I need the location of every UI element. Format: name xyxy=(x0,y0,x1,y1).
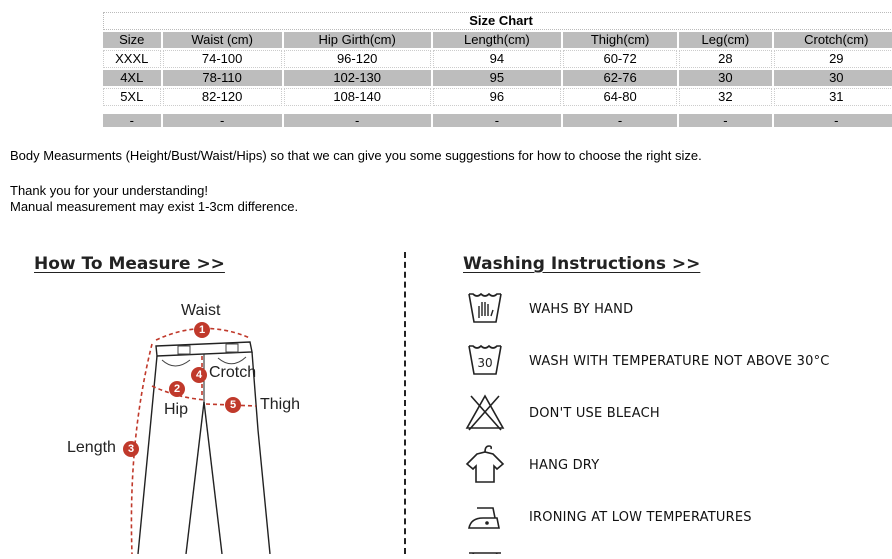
wash-item-hand xyxy=(463,288,883,332)
iron-low-icon xyxy=(463,496,507,536)
washing-instructions-title: Washing Instructions >> xyxy=(463,254,701,274)
table-row xyxy=(103,70,892,86)
difference-note: Manual measurement may exist 1-3cm difference. xyxy=(10,199,299,214)
header-crotch: Crotch(cm) xyxy=(774,32,892,48)
hang-dry-icon xyxy=(463,442,507,486)
table-cell: 28 xyxy=(679,50,771,68)
table-cell: 60-72 xyxy=(563,50,677,68)
hip-label: Hip xyxy=(164,401,189,418)
table-cell: - xyxy=(563,114,677,127)
table-cell: - xyxy=(679,114,771,127)
thigh-label: Thigh xyxy=(260,396,301,413)
wash-item-label: HANG DRY xyxy=(529,458,600,473)
wash-item-hang-dry xyxy=(463,442,883,486)
table-cell: 62-76 xyxy=(563,70,677,86)
table-cell: 32 xyxy=(679,88,771,106)
length-label: Length xyxy=(67,439,116,456)
marker-4: 4 xyxy=(191,367,207,383)
size-chart-header-row xyxy=(103,32,892,48)
no-bleach-icon xyxy=(463,392,507,432)
wash-item-iron xyxy=(463,496,883,540)
table-cell: 29 xyxy=(774,50,892,68)
wash-item-partial xyxy=(463,546,507,554)
table-cell: 30 xyxy=(774,70,892,86)
waist-label: Waist xyxy=(181,302,221,319)
measurements-note: Body Measurments (Height/Bust/Waist/Hips) so that we can give you some suggestions for how to choose the right size. xyxy=(10,148,702,163)
table-cell: 108-140 xyxy=(284,88,431,106)
size-chart-title-row xyxy=(103,12,892,30)
size-chart-table xyxy=(101,10,892,129)
table-cell: 102-130 xyxy=(284,70,431,86)
header-thigh: Thigh(cm) xyxy=(563,32,677,48)
table-cell: 64-80 xyxy=(563,88,677,106)
table-cell: - xyxy=(433,114,561,127)
header-waist: Waist (cm) xyxy=(163,32,282,48)
table-cell: 74-100 xyxy=(163,50,282,68)
wash-item-label: WASH WITH TEMPERATURE NOT ABOVE 30°C xyxy=(529,354,830,369)
table-spacer xyxy=(103,108,892,112)
table-cell: 94 xyxy=(433,50,561,68)
table-cell: 4XL xyxy=(103,70,161,86)
table-cell: 30 xyxy=(679,70,771,86)
table-cell: 96 xyxy=(433,88,561,106)
thanks-note: Thank you for your understanding! xyxy=(10,183,209,198)
wash-item-label: DON'T USE BLEACH xyxy=(529,406,660,421)
marker-1: 1 xyxy=(194,322,210,338)
wash-item-label: WAHS BY HAND xyxy=(529,302,634,317)
table-cell: - xyxy=(103,114,161,127)
header-size: Size xyxy=(103,32,161,48)
marker-3: 3 xyxy=(123,441,139,457)
table-cell: - xyxy=(774,114,892,127)
marker-2: 2 xyxy=(169,381,185,397)
table-cell: 31 xyxy=(774,88,892,106)
header-hip-girth: Hip Girth(cm) xyxy=(284,32,431,48)
size-chart-title: Size Chart xyxy=(103,12,892,30)
wash-item-no-bleach xyxy=(463,392,883,436)
table-cell: 78-110 xyxy=(163,70,282,86)
table-cell: 95 xyxy=(433,70,561,86)
table-row xyxy=(103,114,892,127)
wash-30-icon xyxy=(463,340,507,380)
table-cell: - xyxy=(284,114,431,127)
pants-diagram xyxy=(0,290,400,554)
table-cell: 96-120 xyxy=(284,50,431,68)
wash-item-label: IRONING AT LOW TEMPERATURES xyxy=(529,510,752,525)
section-divider xyxy=(404,252,406,554)
wash-item-30 xyxy=(463,340,883,384)
table-cell: XXXL xyxy=(103,50,161,68)
table-row xyxy=(103,50,892,68)
header-length: Length(cm) xyxy=(433,32,561,48)
how-to-measure-title: How To Measure >> xyxy=(34,254,225,274)
table-cell: 5XL xyxy=(103,88,161,106)
header-leg: Leg(cm) xyxy=(679,32,771,48)
table-cell: - xyxy=(163,114,282,127)
table-cell: 82-120 xyxy=(163,88,282,106)
hand-wash-icon xyxy=(463,288,507,328)
crotch-label: Crotch xyxy=(209,364,257,381)
table-row xyxy=(103,88,892,106)
wash-30-icon-text: 30 xyxy=(477,356,493,370)
marker-5: 5 xyxy=(225,397,241,413)
